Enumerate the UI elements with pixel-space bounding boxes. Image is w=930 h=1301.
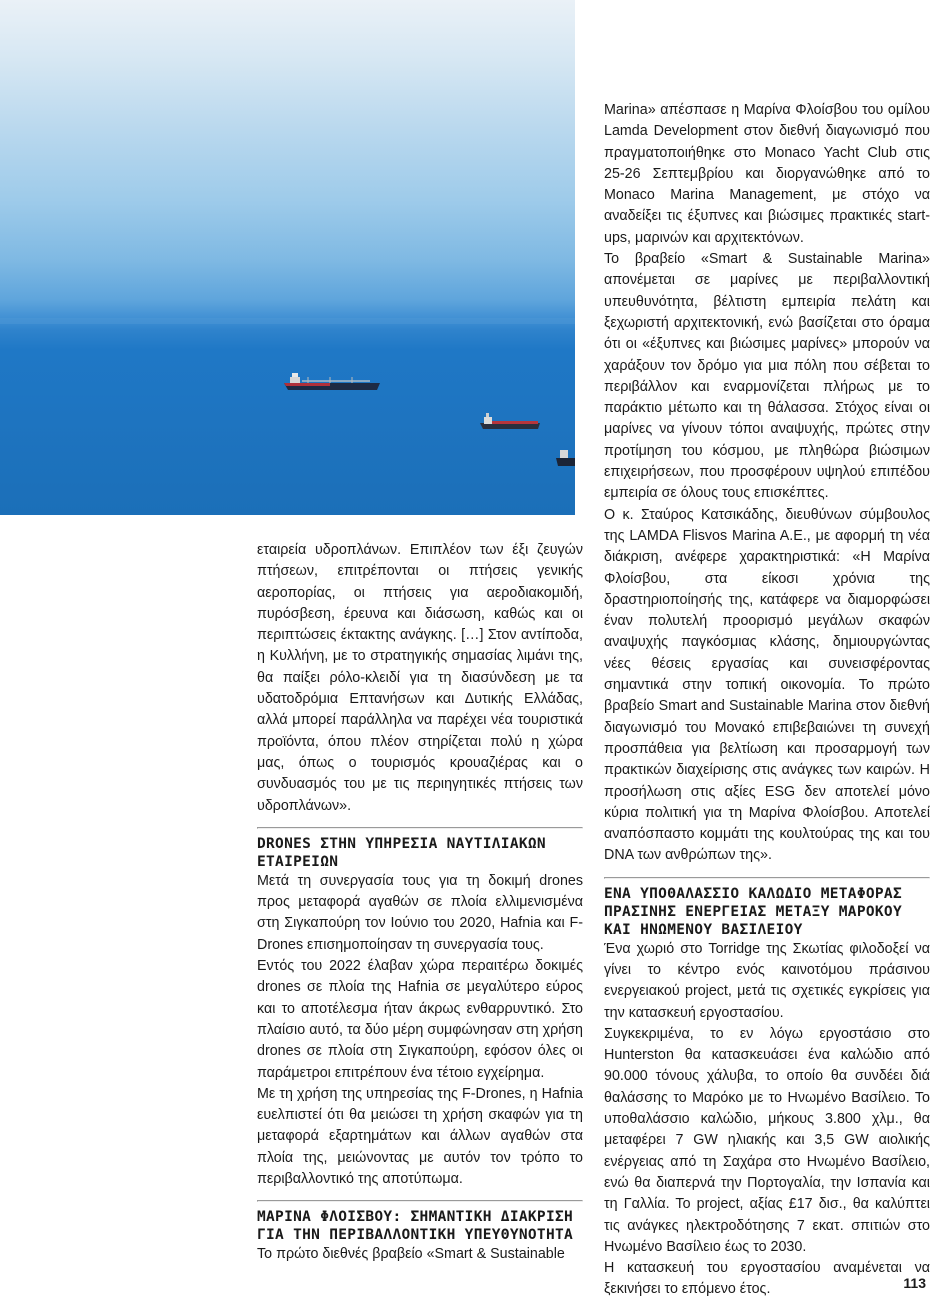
marina-paragraph-2: Το βραβείο «Smart & Sustainable Marina» απονέμεται σε μαρίνες με περιβαλλοντική υπευθυνότητα, βέλτιστη εμπειρία πελάτη και ξεχωριστή αρχιτεκτονική, ενώ βασίζεται στο όραμα ότι οι «έξυπνες και βιώσιμες μαρίνες» μπορούν να χαράξουν τον δρόμο για μια πόλη που σέβεται το περιβάλλον και εναρμονίζεται πλήρως με το παράκτιο μέτωπο και τη θάλασσα. Στόχος είναι οι μαρίνες να γίνουν τόποι αναψυχής, πρώτες στην προτίμηση του κόσμου, με πληθώρα βιώσιμων επιχειρήσεων, που προσφέρουν υψηλού επιπέδου εμπειρία σε όλους τους επισκέπτες. bbox=[604, 251, 930, 502]
marina-paragraph-continued: Marina» απέσπασε η Μαρίνα Φλοίσβου του ομίλου Lamda Development στον διεθνή διαγωνισμό που πραγματοποιήθηκε στο Monaco Yacht Club στις 25-26 Σεπτεμβρίου και διοργανώθηκε από το Monaco Marina Management, με στόχο να αναδείξει τις έξυπνες και βιώσιμες πρακτικές start-ups, μαρινών και αρχιτεκτόνων. bbox=[604, 102, 930, 246]
cargo-ship-icon bbox=[480, 413, 540, 429]
tanker-ship-icon bbox=[284, 373, 380, 390]
sea-ships-photo bbox=[0, 0, 575, 515]
cable-heading: ΕΝΑ ΥΠΟΘΑΛΑΣΣΙΟ ΚΑΛΩΔΙΟ ΜΕΤΑΦΟΡΑΣ ΠΡΑΣΙΝΗΣ ΕΝΕΡΓΕΙΑΣ ΜΕΤΑΞΥ ΜΑΡΟΚΟΥ ΚΑΙ ΗΝΩΜΕΝΟΥ ΒΑΣΙΛΕΙΟΥ bbox=[604, 885, 902, 938]
marina-paragraph-3: Ο κ. Σταύρος Κατσικάδης, διευθύνων σύμβουλος της LAMDA Flisvos Marina A.E., με αφορμή τη νέα διάκριση, ανέφερε χαρακτηριστικά: «Η Μαρίνα Φλοίσβου, στα είκοσι χρόνια της δραστηριοποίησής της, κατάφερε να διαμορφώσει έναν πολυτελή προορισμό μεγάλων σκαφών αναψυχής παγκόσμιας κλάσης, δημιουργώντας νέες θέσεις εργασίας και συνεισφέροντας σημαντικά στην τοπική οικονομία. Το πρώτο βραβείο Smart and Sustainable Marina στον διεθνή διαγωνισμό του Μονακό επιβεβαιώνει τη συνεχή προσπάθεια για βελτίωση και προσαρμογή των πρακτικών διαχείρισης στις ανάγκες των καιρών. Η προσήλωση στις αξίες ESG δεν αποτελεί μόνο κύρια πολιτική για τη Μαρίνα Φλοίσβου. Αποτελεί αναπόσπαστο κομμάτι της κουλτούρας της και του DNA των ανθρώπων της». bbox=[604, 506, 930, 864]
intro-paragraph: εταιρεία υδροπλάνων. Επιπλέον των έξι ζευγών πτήσεων, επιτρέπονται οι πτήσεις γενικής αεροπορίας, οι πτήσεις για αεροδιακομιδή, πυρόσβεση, έρευνα και διάσωση, καθώς και οι περιπτώσεις έκτακτης ανάγκης. […] Στον αντίποδα, η Κυλλήνη, με το στρατηγικής σημασίας λιμάνι της, θα παίξει ρόλο-κλειδί για τη διασύνδεση με τα υδατοδρόμια Επτανήσων και Δυτικής Ελλάδας, αλλά μπορεί παράλληλα να παρέχει νέα τουριστικά προϊόντα, όπου πλέον στηρίζεται πολύ η χώρα μας, όπως ο τουρισμός κρουαζιέρας και ο συνδυασμός του με τις περιηγητικές πτήσεις των υδροπλάνων». bbox=[257, 542, 583, 814]
drones-paragraph-3: Με τη χρήση της υπηρεσίας της F-Drones, η Hafnia ευελπιστεί ότι θα μειώσει τη χρήση σκαφών για τη μεταφορά εξαρτημάτων και άλλων αγαθών στα πλοία της, μειώνοντας με αυτόν τον τρόπο το περιβαλλοντικό της αποτύπωμα. bbox=[257, 1085, 583, 1188]
page-number: 113 bbox=[903, 1275, 926, 1291]
cable-paragraph-1: Ένα χωριό στο Torridge της Σκωτίας φιλοδοξεί να γίνει το κέντρο ενός καινοτόμου πράσινου ενεργειακού project, μετά τις σχετικές εγκρίσεις για την κατασκευή εργοστασίου. bbox=[604, 940, 930, 1021]
cable-paragraph-2: Συγκεκριμένα, το εν λόγω εργοστάσιο στο Hunterston θα κατασκευάσει ένα καλώδιο από 90.000 τόνους χάλυβα, το οποίο θα συνδέει διά θαλάσσης το Μαρόκο με το Ηνωμένο Βασίλειο. Το υποθαλάσσιο καλώδιο, μήκους 3.800 χλμ., θα μεταφέρει 7 GW ηλιακής και 3,5 GW αιολικής ενέργειας από τη Σαχάρα στο Ηνωμένο Βασίλειο, ενώ θα διαπερνά την Πορτογαλία, την Ισπανία και τη Γαλλία. Το project, αξίας £17 δισ., θα καλύπτει τις ανάγκες ηλεκτροδότησης 7 εκατ. σπιτιών στο Ηνωμένο Βασίλειο έως το 2030. bbox=[604, 1025, 930, 1255]
marina-heading: ΜΑΡΙΝΑ ΦΛΟΙΣΒΟΥ: ΣΗΜΑΝΤΙΚΗ ΔΙΑΚΡΙΣΗ ΓΙΑ ΤΗΝ ΠΕΡΙΒΑΛΛΟΝΤΙΚΗ ΥΠΕΥΘΥΝΟΤΗΤΑ bbox=[257, 1209, 574, 1244]
drones-paragraph-2: Εντός του 2022 έλαβαν χώρα περαιτέρω δοκιμές drones σε πλοία της Hafnia σε μεγαλύτερο εύρος και το αποτέλεσμα ήταν άκρως ενθαρρυντικό. Στο πλαίσιο αυτό, τα δύο μέρη συμφώνησαν στη χρήση drones σε πλοία στη Σιγκαπούρη, εφόσον όλες οι παράμετροι επιτρέπουν ένα τέτοιο εγχείρημα. bbox=[257, 958, 583, 1081]
right-column bbox=[604, 100, 930, 1301]
drones-heading: DRONES ΣΤΗΝ ΥΠΗΡΕΣΙΑ ΝΑΥΤΙΛΙΑΚΩΝ ΕΤΑΙΡΕΙΩΝ bbox=[257, 835, 546, 870]
cable-paragraph-3: Η κατασκευή του εργοστασίου αναμένεται να ξεκινήσει το επόμενο έτος. bbox=[604, 1260, 930, 1298]
marina-paragraph-start: Το πρώτο διεθνές βραβείο «Smart & Sustainable bbox=[257, 1246, 565, 1263]
partial-ship-icon bbox=[556, 450, 575, 466]
drones-paragraph-1: Μετά τη συνεργασία τους για τη δοκιμή drones προς μεταφορά αγαθών σε πλοία ελλιμενισμένα στη Σιγκαπούρη τον Ιούνιο του 2020, Hafnia και F-Drones επισημοποίησαν τη συνεργασία τους. bbox=[257, 872, 583, 953]
ships-illustration bbox=[0, 0, 575, 515]
left-column bbox=[257, 540, 583, 1266]
